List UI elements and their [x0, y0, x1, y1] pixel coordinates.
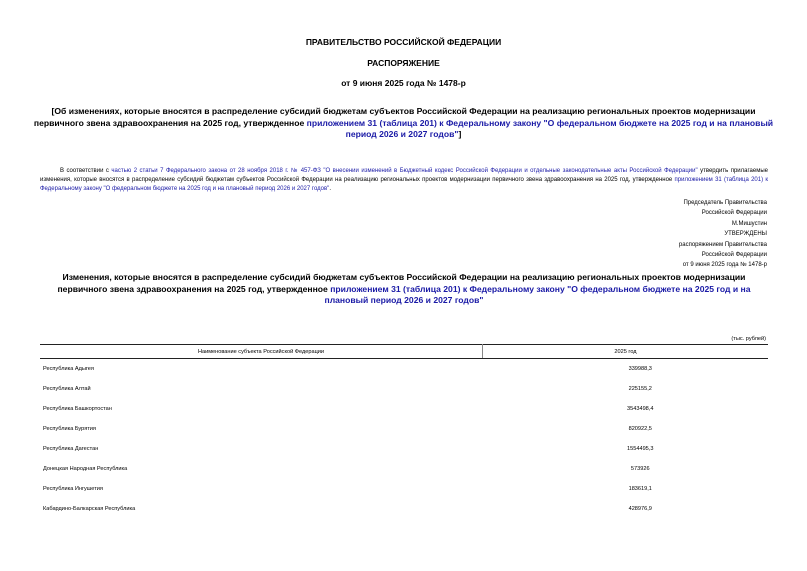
- annex-heading: [40, 272, 768, 307]
- subsidy-value: 1554495,3: [627, 446, 654, 452]
- region-name: Республика Алтай: [43, 386, 91, 392]
- budget-law-link[interactable]: приложением 31 (таблица 201) к Федеральному закону "О федеральном бюджете на 2025 год и на плановый период 2026 и 2027 годов": [40, 177, 769, 192]
- region-name: Республика Бурятия: [43, 426, 96, 432]
- document-date-number: от 9 июня 2025 года № 1478-р: [341, 78, 466, 88]
- table-units: (тыс. рублей): [731, 336, 766, 342]
- paragraph-prefix: В соответствии с: [60, 168, 112, 174]
- approval-date: от 9 июня 2025 года № 1478-р: [682, 262, 767, 269]
- signature-position: Председатель Правительства: [683, 200, 767, 206]
- paragraph-middle: утвердить прилагаемые изменения, которые вносятся в распределение субсидий бюджетам субъектов Российской Федерации на реализацию региональных проектов модернизации первичного звена здравоохранения на 2025 год, утвержденное: [40, 168, 768, 183]
- annex-heading-text: Изменения, которые вносятся в распределение субсидий бюджетам субъектов Российской Федерации на реализацию региональных проектов модернизации первичного звена здравоохранения на 2025 год, утвержденное: [57, 272, 746, 294]
- heading-law-link[interactable]: приложением 31 (таблица 201) к Федеральному закону "О федеральном бюджете на 2025 год и на плановый период 2026 и 2027 годов": [306, 117, 774, 139]
- document-type: РАСПОРЯЖЕНИЕ: [367, 58, 440, 68]
- region-name: Республика Дагестан: [43, 446, 99, 452]
- subsidy-value: 428976,9: [628, 506, 652, 512]
- table-row: [40, 359, 768, 380]
- region-name: Кабардино-Балкарская Республика: [43, 506, 136, 512]
- table-row: [40, 399, 768, 419]
- document-heading: [30, 106, 777, 141]
- table-row: [40, 419, 768, 439]
- table-row: [40, 439, 768, 459]
- table-row: [40, 499, 768, 519]
- subsidy-table: [40, 344, 768, 519]
- subsidy-value: 820922,5: [628, 426, 652, 432]
- table-row: [40, 379, 768, 399]
- resolution-paragraph: [40, 167, 768, 194]
- approval-country: Российской Федерации: [701, 252, 767, 259]
- heading-bracket-open: [: [51, 106, 55, 116]
- column-header-region: Наименование субъекта Российской Федерации: [40, 345, 483, 359]
- government-title: ПРАВИТЕЛЬСТВО РОССИЙСКОЙ ФЕДЕРАЦИИ: [305, 37, 502, 47]
- annex-law-link[interactable]: приложением 31 (таблица 201) к Федеральному закону "О федеральном бюджете на 2025 год и на плановый период 2026 и 2027 годов": [324, 283, 751, 305]
- federal-law-link[interactable]: частью 2 статьи 7 Федерального закона от 28 ноября 2018 г. № 457-ФЗ "О внесении изменений в Бюджетный кодекс Российской Федерации и отдельные законодательные акты Российской Федерации": [111, 168, 698, 174]
- table-row: [40, 479, 768, 499]
- region-name: Республика Башкортостан: [43, 406, 112, 412]
- subsidy-value: 183619,1: [628, 486, 652, 492]
- table-row: [40, 459, 768, 479]
- region-name: Донецкая Народная Республика: [43, 466, 128, 472]
- approval-label: УТВЕРЖДЕНЫ: [724, 231, 767, 238]
- signature-country: Российской Федерации: [701, 210, 767, 217]
- subsidy-value: 573926: [630, 466, 650, 472]
- signature-block: [679, 198, 767, 271]
- column-header-2025: 2025 год: [483, 345, 769, 359]
- subsidy-value: 225155,2: [628, 386, 652, 392]
- heading-bracket-close: ]: [458, 129, 462, 139]
- signature-name: М.Мишустин: [731, 220, 767, 227]
- region-name: Республика Ингушетия: [43, 486, 103, 492]
- subsidy-value: 339988,3: [628, 366, 652, 372]
- approval-by: распоряжением Правительства: [678, 241, 767, 248]
- heading-text: Об изменениях, которые вносятся в распределение субсидий бюджетам субъектов Российской Федерации на реализацию региональных проектов модернизации первичного звена здравоохранения на 2025 год, утвержденное: [33, 106, 756, 128]
- subsidy-value: 3543498,4: [627, 406, 654, 412]
- region-name: Республика Адыгея: [43, 366, 94, 372]
- paragraph-suffix: .: [329, 186, 331, 192]
- table-header-row: [40, 345, 768, 359]
